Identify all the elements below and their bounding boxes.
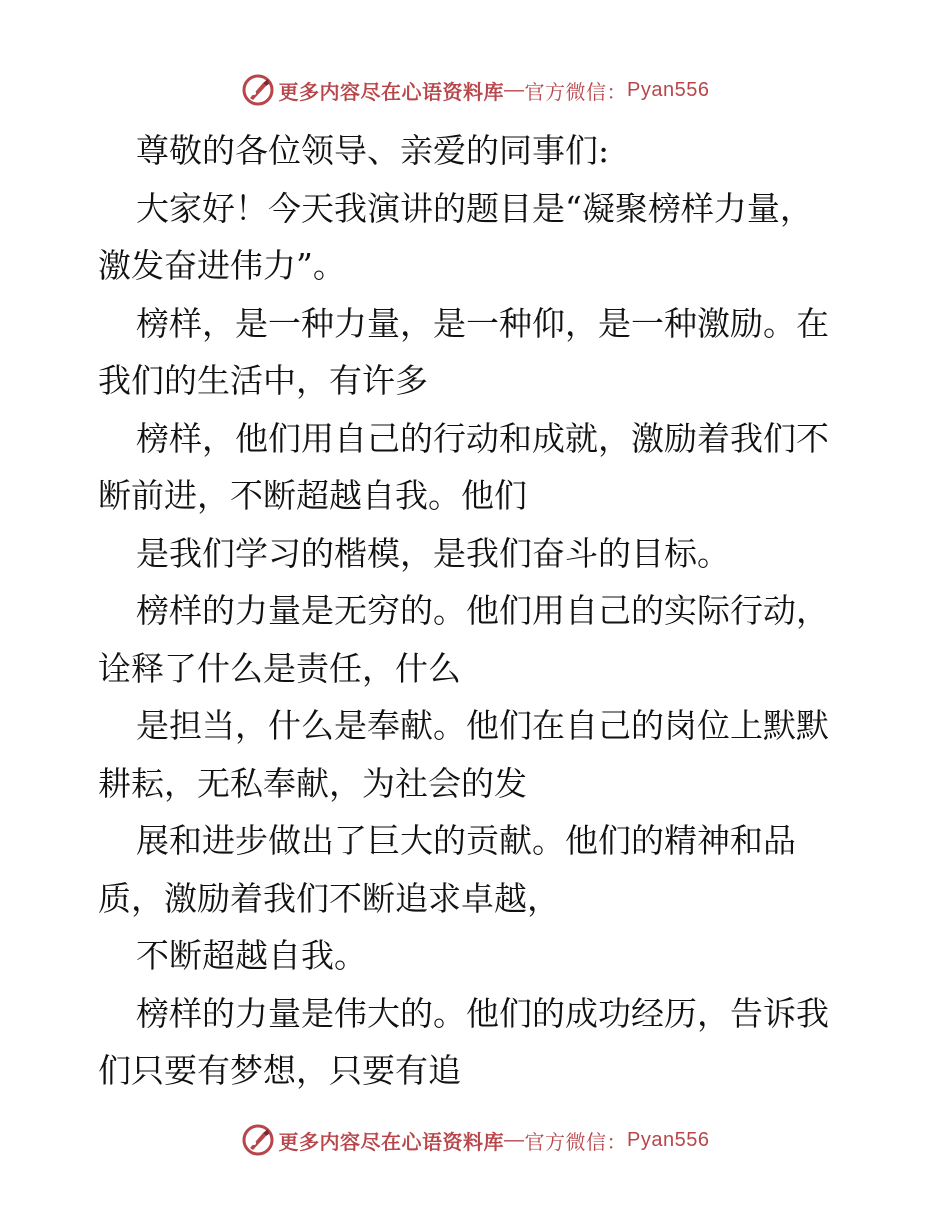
watermark-dash: —: [504, 78, 525, 101]
text-line: 耕耘，无私奉献，为社会的发: [98, 763, 527, 803]
quill-logo-icon: [241, 1123, 275, 1157]
text-line: 是担当，什么是奉献。他们在自己的岗位上默默: [136, 706, 829, 745]
watermark-official-label: 官方微信：: [524, 79, 628, 104]
speech-body: [98, 122, 858, 1100]
text-line: 激发奋进伟力”。: [98, 246, 346, 285]
quill-logo-icon: [241, 73, 275, 107]
text-line: 我们的生活中，有许多: [98, 361, 428, 400]
text-line: 榜样的力量是无穷的。他们用自己的实际行动，: [136, 591, 829, 630]
text-line: 榜样的力量是伟大的。他们的成功经历，告诉我: [136, 993, 829, 1033]
text-line: 是我们学习的楷模，是我们奋斗的目标。: [136, 533, 730, 573]
watermark-text: 更多内容尽在心语资料库: [278, 1129, 505, 1154]
text-line: 质，激励着我们不断追求卓越，: [98, 878, 560, 918]
text-line: 尊敬的各位领导、亲爱的同事们:: [136, 131, 610, 170]
text-line: 大家好！今天我演讲的题目是“凝聚榜样力量，: [136, 188, 813, 228]
header-watermark: [0, 70, 950, 110]
watermark-dash: —: [504, 1128, 525, 1151]
text-line: 榜样，是一种力量，是一种仰，是一种激励。在: [136, 303, 829, 343]
text-line: 榜样，他们用自己的行动和成就，激励着我们不: [136, 418, 829, 458]
watermark-account: Pyan556: [627, 1128, 710, 1151]
watermark-text: 更多内容尽在心语资料库: [278, 79, 505, 104]
text-line: 展和进步做出了巨大的贡献。他们的精神和品: [136, 821, 796, 860]
text-line: 不断超越自我。: [136, 936, 367, 975]
text-line: 诠释了什么是责任，什么: [98, 648, 461, 688]
text-line: 们只要有梦想，只要有追: [98, 1051, 461, 1090]
watermark-account: Pyan556: [627, 78, 710, 101]
footer-watermark: [0, 1120, 950, 1160]
watermark-official-label: 官方微信：: [524, 1129, 628, 1154]
text-line: 断前进，不断超越自我。他们: [98, 476, 527, 515]
